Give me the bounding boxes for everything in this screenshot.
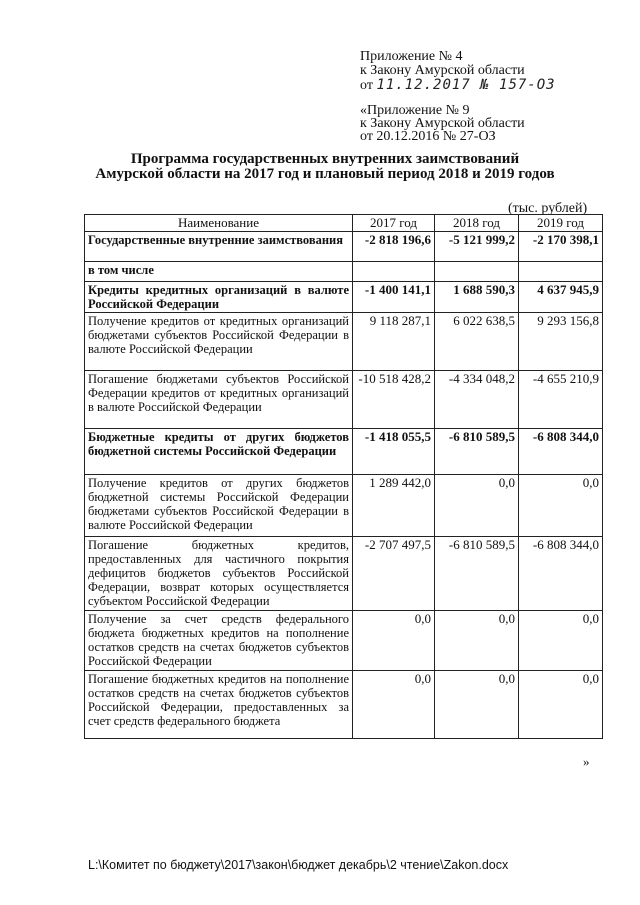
previous-appendix-block xyxy=(360,104,525,143)
row-2019-cell: -6 808 344,0 xyxy=(519,429,603,475)
row-2019-cell: 9 293 156,8 xyxy=(519,313,603,371)
appendix-block xyxy=(360,50,556,93)
row-2017-cell: -1 400 141,1 xyxy=(353,282,435,313)
table-row xyxy=(85,475,603,537)
row-2017-cell: -2 818 196,6 xyxy=(353,232,435,262)
row-name-cell: в том числе xyxy=(85,262,353,282)
row-2017-cell: 1 289 442,0 xyxy=(353,475,435,537)
row-2018-cell: -6 810 589,5 xyxy=(435,537,519,611)
table-row xyxy=(85,282,603,313)
row-2017-cell: -2 707 497,5 xyxy=(353,537,435,611)
row-2018-cell: 0,0 xyxy=(435,671,519,739)
units-label: (тыс. рублей) xyxy=(508,201,588,216)
row-2019-cell: 0,0 xyxy=(519,475,603,537)
row-2019-cell: 0,0 xyxy=(519,671,603,739)
row-name-cell: Получение кредитов от других бюджетов бюджетной системы Российской Федерации бюджетами субъектов Российской Федерации в валюте Российской Федерации xyxy=(85,475,353,537)
row-2019-cell: 4 637 945,9 xyxy=(519,282,603,313)
table-row xyxy=(85,429,603,475)
row-2017-cell: 9 118 287,1 xyxy=(353,313,435,371)
document-title: Программа государственных внутренних заимствований Амурской области на 2017 год и плановый период 2018 и 2019 годов xyxy=(95,151,555,182)
table-header-row xyxy=(85,215,603,232)
row-2019-cell: -4 655 210,9 xyxy=(519,371,603,429)
header-2017: 2017 год xyxy=(353,215,435,232)
row-name-cell: Погашение бюджетных кредитов на пополнение остатков средств на счетах бюджетов субъектов Российской Федерации, предоставленных за счет средств федерального бюджета xyxy=(85,671,353,739)
closing-quote: » xyxy=(583,754,590,769)
row-2018-cell: 6 022 638,5 xyxy=(435,313,519,371)
row-2018-cell: 0,0 xyxy=(435,475,519,537)
appendix-date-prefix: от xyxy=(360,78,373,93)
table-row xyxy=(85,611,603,671)
row-2018-cell: 1 688 590,3 xyxy=(435,282,519,313)
row-2017-cell: -10 518 428,2 xyxy=(353,371,435,429)
row-2017-cell: 0,0 xyxy=(353,611,435,671)
table-row xyxy=(85,313,603,371)
row-2019-cell: 0,0 xyxy=(519,611,603,671)
table-row xyxy=(85,371,603,429)
header-name: Наименование xyxy=(85,215,353,232)
footer-file-path: L:\Комитет по бюджету\2017\закон\бюджет декабрь\2 чтение\Zakon.docx xyxy=(88,858,509,872)
borrowing-table xyxy=(84,214,603,739)
row-2017-cell: 0,0 xyxy=(353,671,435,739)
prev-appendix-number: «Приложение № 9 xyxy=(360,103,470,118)
row-name-cell: Получение кредитов от кредитных организаций бюджетами субъектов Российской Федерации в валюте Российской Федерации xyxy=(85,313,353,371)
appendix-number: Приложение № 4 xyxy=(360,49,463,64)
row-name-cell: Государственные внутренние заимствования xyxy=(85,232,353,262)
row-2018-cell: -5 121 999,2 xyxy=(435,232,519,262)
header-2019: 2019 год xyxy=(519,215,603,232)
row-2019-cell: -2 170 398,1 xyxy=(519,232,603,262)
row-name-cell: Бюджетные кредиты от других бюджетов бюджетной системы Российской Федерации xyxy=(85,429,353,475)
row-name-cell: Погашение бюджетами субъектов Российской Федерации кредитов от кредитных организаций в валюте Российской Федерации xyxy=(85,371,353,429)
row-2017-cell xyxy=(353,262,435,282)
table-row xyxy=(85,262,603,282)
row-2019-cell: -6 808 344,0 xyxy=(519,537,603,611)
row-name-cell: Кредиты кредитных организаций в валюте Российской Федерации xyxy=(85,282,353,313)
prev-appendix-law-ref: к Закону Амурской области xyxy=(360,116,525,131)
row-2018-cell: -6 810 589,5 xyxy=(435,429,519,475)
row-2019-cell xyxy=(519,262,603,282)
row-2018-cell: 0,0 xyxy=(435,611,519,671)
appendix-law-ref: к Закону Амурской области xyxy=(360,63,525,78)
table-row xyxy=(85,537,603,611)
row-2018-cell: -4 334 048,2 xyxy=(435,371,519,429)
prev-appendix-date: от 20.12.2016 № 27-ОЗ xyxy=(360,129,496,144)
table-body xyxy=(85,232,603,739)
row-2017-cell: -1 418 055,5 xyxy=(353,429,435,475)
appendix-handwritten-date: 11.12.2017 № 157-ОЗ xyxy=(376,77,556,93)
appendix-date-line xyxy=(360,78,556,93)
row-2018-cell xyxy=(435,262,519,282)
table-row xyxy=(85,232,603,262)
row-name-cell: Получение за счет средств федерального бюджета бюджетных кредитов на пополнение остатков средств на счетах бюджетов субъектов Российской Федерации xyxy=(85,611,353,671)
header-2018: 2018 год xyxy=(435,215,519,232)
row-name-cell: Погашение бюджетных кредитов, предоставленных для частичного покрытия дефицитов бюджетов субъектов Российской Федерации, возврат которых осуществляется субъектом Российской Федерации xyxy=(85,537,353,611)
table-row xyxy=(85,671,603,739)
